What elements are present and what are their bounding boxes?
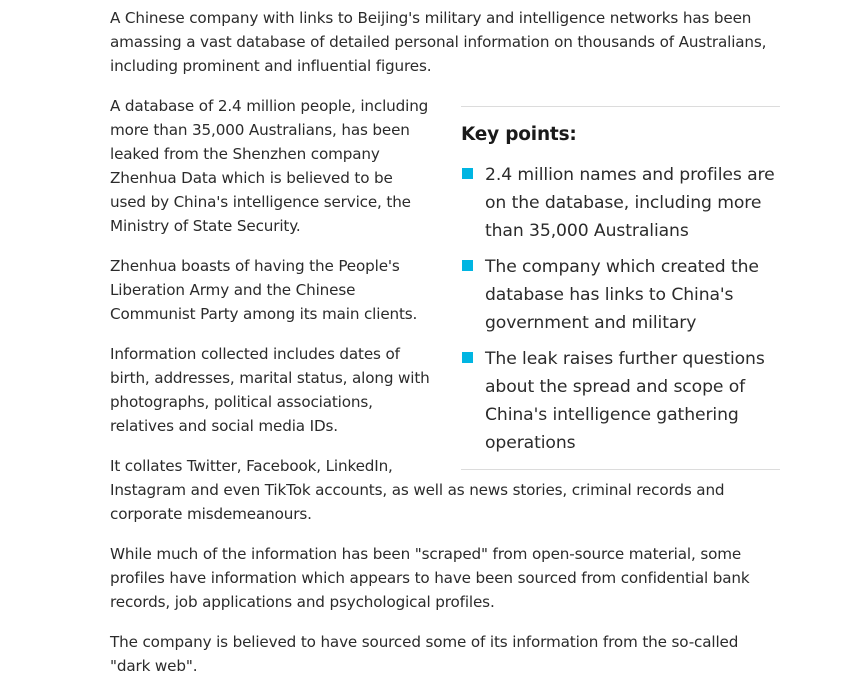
- square-bullet-icon: [462, 168, 473, 179]
- intro-paragraph: A Chinese company with links to Beijing's military and intelligence networks has been amassing a vast database of detailed personal information on thousands of Australians, including prominent and influential figures.: [110, 9, 767, 75]
- key-points-box: [461, 106, 780, 470]
- body-paragraph: Information collected includes dates of birth, addresses, marital status, along with photographs, political associations, relatives and social media IDs.: [110, 345, 430, 435]
- key-point-item: [461, 345, 780, 457]
- key-point-item: [461, 253, 780, 337]
- key-point-item: [461, 161, 780, 245]
- key-point-text: 2.4 million names and profiles are on the database, including more than 35,000 Australians: [485, 165, 775, 241]
- key-points-list: [461, 161, 780, 457]
- body-paragraph: It collates Twitter, Facebook, LinkedIn, Instagram and even TikTok accounts, as well as news stories, criminal records and corporate misdemeanours.: [110, 457, 725, 523]
- key-point-text: The leak raises further questions about the spread and scope of China's intelligence gathering operations: [485, 349, 765, 453]
- body-paragraph: Zhenhua boasts of having the People's Liberation Army and the Chinese Communist Party among its main clients.: [110, 257, 418, 323]
- square-bullet-icon: [462, 260, 473, 271]
- body-paragraph: While much of the information has been "scraped" from open-source material, some profiles have information which appears to have been sourced from confidential bank records, job applications and psychological profiles.: [110, 545, 750, 611]
- body-paragraph: The company is believed to have sourced some of its information from the so-called "dark web".: [110, 633, 739, 675]
- article-body: [110, 6, 780, 694]
- key-points-heading: Key points:: [461, 124, 577, 145]
- key-point-text: The company which created the database has links to China's government and military: [485, 257, 759, 333]
- body-paragraph: A database of 2.4 million people, including more than 35,000 Australians, has been leaked from the Shenzhen company Zhenhua Data which is believed to be used by China's intelligence service, the Ministry of State Security.: [110, 97, 429, 235]
- square-bullet-icon: [462, 352, 473, 363]
